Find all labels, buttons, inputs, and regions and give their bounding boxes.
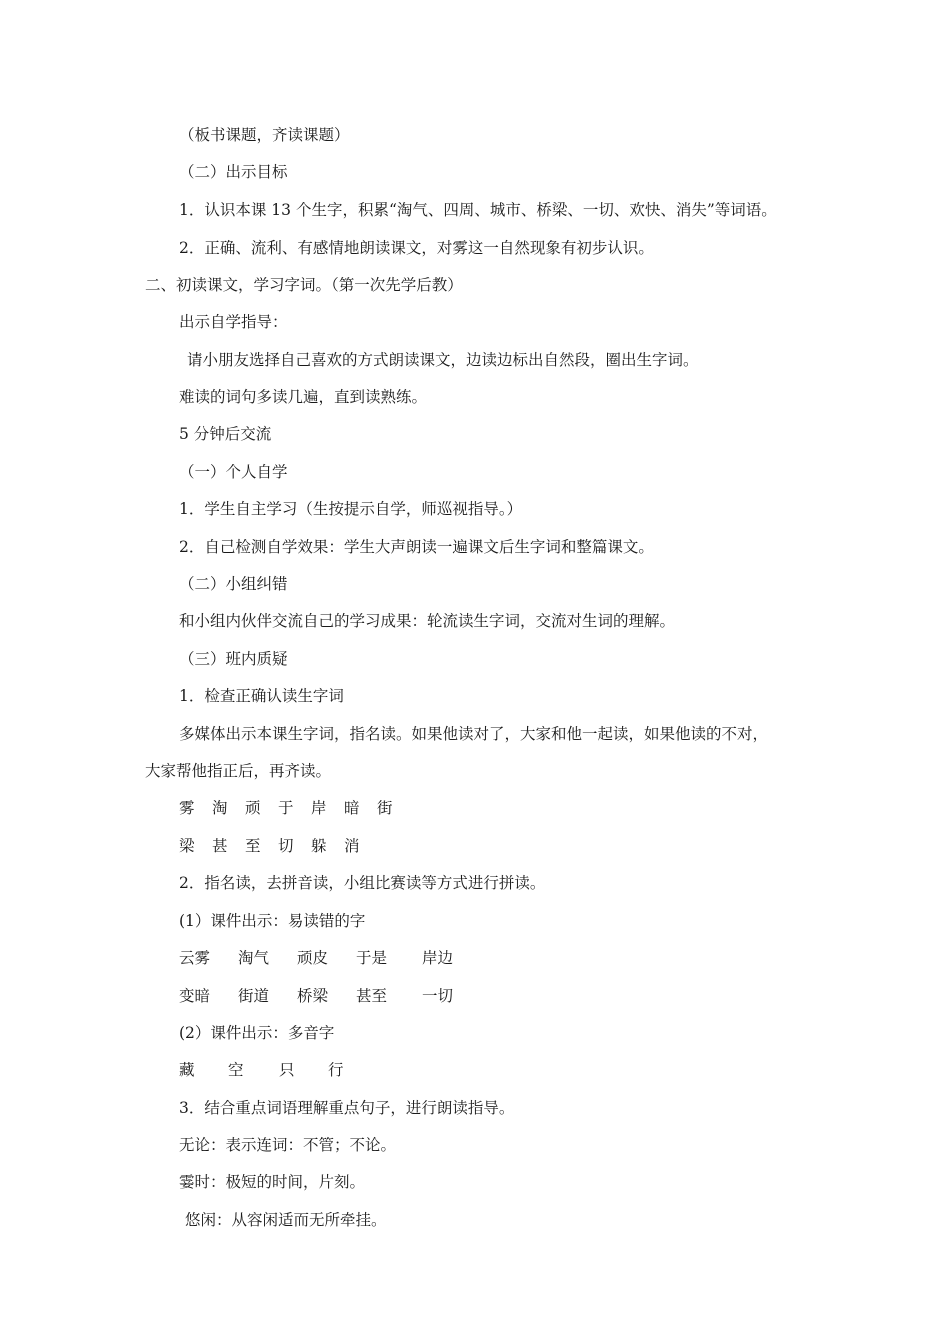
text-line: 3．结合重点词语理解重点句子，进行朗读指导。: [179, 1099, 515, 1117]
text-line: (2）课件出示：多音字: [179, 1024, 335, 1042]
section-heading: （一）个人自学: [179, 463, 288, 481]
polyphone-row: [179, 1060, 361, 1080]
word-row: [179, 986, 481, 1006]
section-heading: （三）班内质疑: [179, 650, 288, 668]
character: 只: [279, 1061, 295, 1079]
text-line: 悠闲：从容闲适而无所牵挂。: [185, 1211, 387, 1229]
character: 甚: [212, 837, 228, 855]
word: 桥梁: [297, 987, 329, 1005]
text-line: 和小组内伙伴交流自己的学习成果：轮流读生字词，交流对生词的理解。: [179, 612, 676, 630]
section-heading: （二）出示目标: [179, 163, 288, 181]
word: 甚至: [356, 987, 388, 1005]
text-line: 5 分钟后交流: [179, 425, 272, 443]
character: 顽: [245, 799, 261, 817]
word: 顽皮: [297, 949, 329, 967]
character: 行: [328, 1061, 344, 1079]
character: 岸: [311, 799, 327, 817]
character-row: [179, 836, 377, 856]
text-line: 2．指名读，去拼音读，小组比赛读等方式进行拼读。: [179, 874, 546, 892]
word: 云雾: [179, 949, 211, 967]
text-line: 请小朋友选择自己喜欢的方式朗读课文，边读边标出自然段，圈出生字词。: [187, 351, 699, 369]
text-line: （板书课题，齐读课题）: [179, 126, 350, 144]
character: 消: [344, 837, 360, 855]
section-heading: 二、初读课文，学习字词。（第一次先学后教）: [145, 276, 463, 294]
text-line: 霎时：极短的时间，片刻。: [179, 1173, 366, 1191]
word: 街道: [238, 987, 270, 1005]
word-row: [179, 948, 481, 968]
text-line: 无论：表示连词：不管；不论。: [179, 1136, 397, 1154]
character: 空: [228, 1061, 244, 1079]
text-line: 2．自己检测自学效果：学生大声朗读一遍课文后生字词和整篇课文。: [179, 538, 654, 556]
text-line: 大家帮他指正后，再齐读。: [145, 762, 332, 780]
word: 变暗: [179, 987, 211, 1005]
character-row: [179, 798, 410, 818]
text-line: 出示自学指导：: [179, 313, 288, 331]
word: 淘气: [238, 949, 270, 967]
character: 切: [278, 837, 294, 855]
text-line: (1）课件出示：易读错的字: [179, 912, 366, 930]
character: 暗: [344, 799, 360, 817]
character: 藏: [179, 1061, 195, 1079]
character: 梁: [179, 837, 195, 855]
text-line: 2．正确、流利、有感情地朗读课文，对雾这一自然现象有初步认识。: [179, 239, 654, 257]
text-line: 多媒体出示本课生字词，指名读。如果他读对了，大家和他一起读，如果他读的不对，: [179, 725, 769, 743]
text-line: 1．认识本课 13 个生字，积累“淘气、四周、城市、桥梁、一切、欢快、消失”等词语。: [179, 201, 777, 219]
word: 于是: [356, 949, 388, 967]
character: 淘: [212, 799, 228, 817]
character: 于: [278, 799, 294, 817]
text-line: 1．学生自主学习（生按提示自学，师巡视指导。）: [179, 500, 523, 518]
character: 躲: [311, 837, 327, 855]
character: 雾: [179, 799, 195, 817]
section-heading: （二）小组纠错: [179, 575, 288, 593]
word: 岸边: [422, 949, 454, 967]
character: 至: [245, 837, 261, 855]
character: 街: [377, 799, 393, 817]
text-line: 难读的词句多读几遍，直到读熟练。: [179, 388, 428, 406]
word: 一切: [422, 987, 454, 1005]
text-line: 1．检查正确认读生字词: [179, 687, 344, 705]
